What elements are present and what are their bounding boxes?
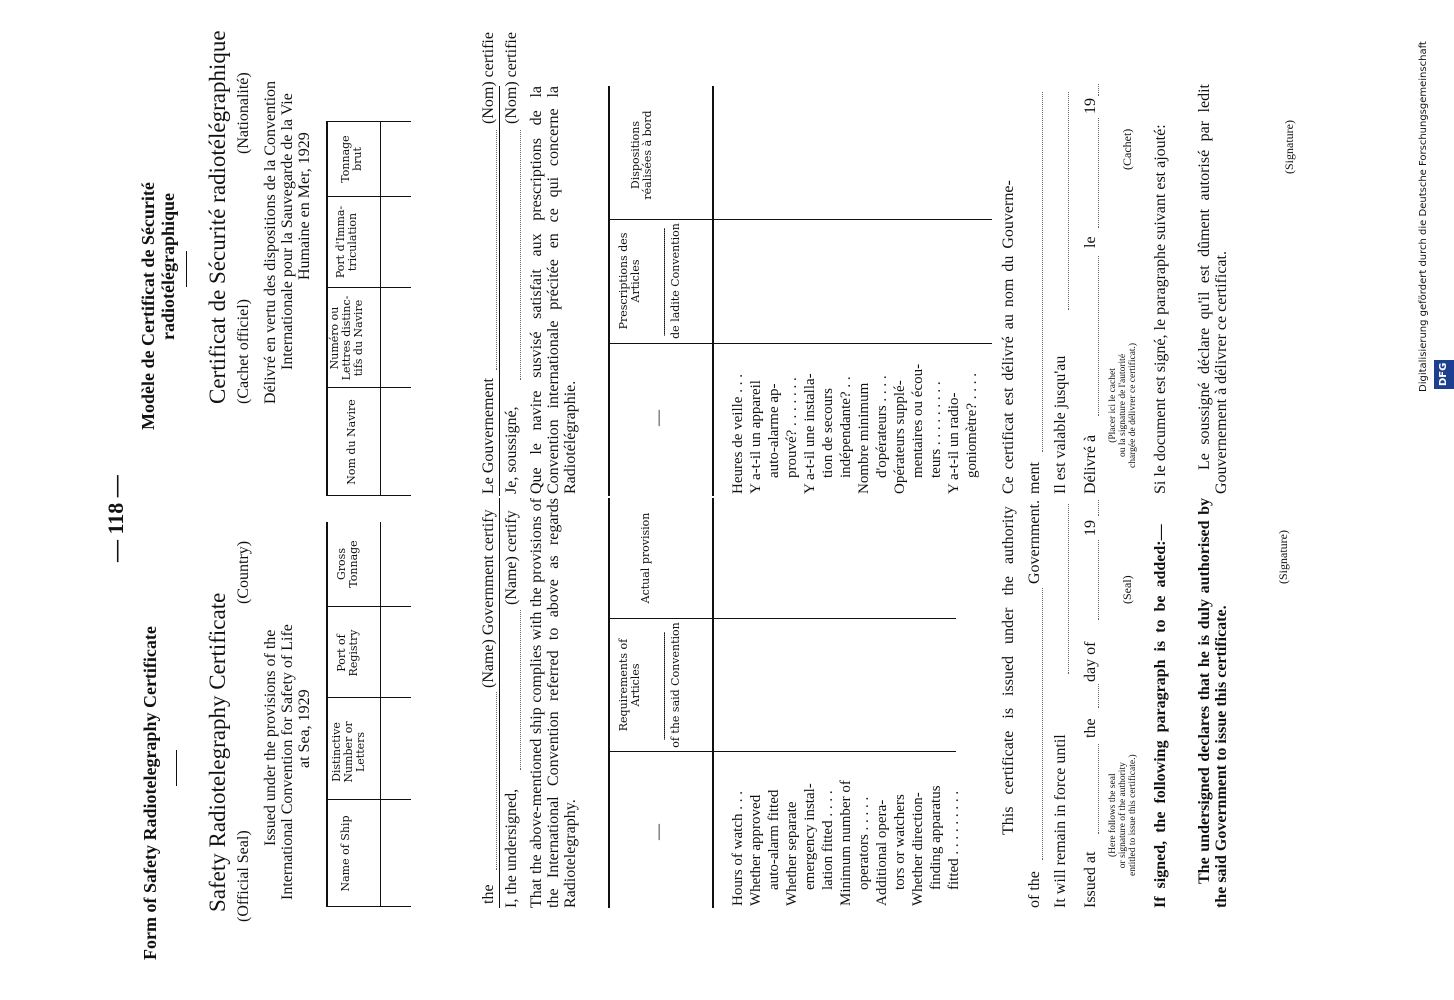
table-row: Heures de veille . . .	[730, 374, 746, 494]
table-header: Name of Ship	[339, 815, 352, 892]
ment-label: ment	[1026, 462, 1043, 494]
issued-under-line: at Sea, 1929	[296, 689, 313, 768]
table-row: teurs . . . . . . . . .	[928, 381, 944, 478]
of-the-label: of the	[1026, 871, 1043, 908]
dfg-logo: DFG	[1434, 360, 1454, 389]
if-signed-paragraph: If signed, the following paragraph is to be added:—	[1152, 524, 1169, 908]
year-label: 19	[1082, 520, 1099, 536]
issued-under-line: Issued under the provisions of the	[262, 629, 279, 846]
the-label: the	[1082, 718, 1099, 738]
french-heading: Modèle de Certificat de Sécurité	[138, 182, 158, 430]
table-row: Whether approved	[748, 794, 764, 906]
header-dash: —	[650, 410, 667, 426]
heading-rule	[176, 750, 177, 786]
nom-blank	[520, 130, 521, 380]
rule	[499, 86, 500, 496]
le-label: le	[1082, 236, 1099, 248]
table-row: tors or watchers	[892, 794, 908, 890]
table-header: Gross Tonnage	[335, 540, 360, 588]
table-header: Numéro ou Lettres distinc-tifs du Navire	[328, 295, 365, 381]
heading-rule	[186, 251, 187, 287]
table-row: emergency instal-	[802, 783, 818, 890]
place-blank	[1098, 744, 1099, 834]
table-row: Y a-t-il un radio-	[946, 392, 962, 494]
nom-certifie: (Nom) certifie	[503, 32, 520, 124]
signature-label: (Signature)	[1282, 120, 1296, 174]
table-row: Whether separate	[784, 801, 800, 906]
gouvernement-blank	[1042, 92, 1043, 452]
table-row: prouvé? . . . . . . .	[784, 377, 800, 478]
table-row: fitted . . . . . . . . .	[946, 790, 962, 890]
the-label: the	[480, 884, 497, 904]
delivre-line: Délivré en vertu des dispositions de la Convention	[262, 80, 279, 404]
year-label: 19	[1082, 98, 1099, 114]
delivre-line: Internationale pour la Sauvegarde de la Vie	[279, 93, 296, 370]
table-header: Distinctive Number or Letters	[330, 721, 367, 783]
cachet-note: (Placer ici le cachet ou la signature de l'autorité chargée de délivrer ce certificat.)	[1108, 342, 1138, 468]
government-blank	[1042, 588, 1043, 860]
english-title: Safety Radiotelegraphy Certificate	[205, 592, 230, 912]
name-certify: (Name) certify	[503, 510, 520, 605]
ce-certificat: Ce certificat est délivré au nom du Gouverne-	[1000, 180, 1017, 494]
table-row: mentaires ou écou-	[910, 363, 926, 478]
cachet-officiel: (Cachet officiel)	[235, 299, 252, 404]
issued-at-label: Issued at	[1082, 851, 1099, 908]
seal-note: (Here follows the seal or signature of the authority entitled to issue this certificate.)	[1108, 754, 1138, 876]
declaration-paragraph: Le soussigné déclare qu'il est dûment autorisé par ledit Gouvernement à délivrer ce certificat.	[1196, 84, 1230, 494]
english-heading: Form of Safety Radiotelegraphy Certificate	[140, 626, 160, 960]
table-row: indépendante? . .	[838, 376, 854, 478]
soussigne-label: Je, soussigné,	[503, 406, 520, 494]
digitization-credit	[1414, 0, 1449, 1000]
french-heading: radiotélégraphique	[158, 193, 178, 340]
date-blank	[1068, 92, 1069, 310]
country: (Country)	[235, 540, 252, 604]
issued-authority: This certificate is issued under the authority	[1000, 506, 1017, 835]
table-header: Dispositions réalisées à bord	[629, 110, 654, 200]
french-title: Certificat de Sécurité radiotélégraphique	[205, 30, 230, 404]
table-row: Y a-t-il une installa-	[802, 373, 818, 494]
table-header: Port d'Imma-triculation	[334, 205, 359, 279]
issued-under-line: International Convention for Safety of Life	[279, 624, 296, 900]
table-header: Requirements of Articles	[617, 638, 642, 732]
table-row: tion de secours	[820, 388, 836, 478]
declaration-paragraph: The undersigned declares that he is duly authorised by the said Government to issue this certificate.	[1196, 498, 1230, 908]
valable-label: Il est valable jusqu'au	[1052, 355, 1069, 494]
table-header: Tonnage brut	[339, 135, 364, 183]
table-row: Additional opera-	[874, 799, 890, 906]
table-header: Port of Registry	[335, 629, 360, 677]
seal-label: (Seal)	[1120, 575, 1134, 604]
table-row: auto-alarme ap-	[766, 383, 782, 478]
nom-certifie: (Nom) certifie	[480, 32, 497, 124]
day-blank	[1098, 684, 1099, 708]
table-row: Y a-t-il un appareil	[748, 380, 764, 494]
table-row: lation fitted . . . .	[820, 790, 836, 890]
table-row: d'opérateurs . . . .	[874, 375, 890, 478]
credit-text: Digitalisierung gefördert durch die Deutsche Forschungsgemeinschaft	[1418, 41, 1429, 392]
day-of-label: day of	[1082, 641, 1099, 682]
government-blank	[496, 692, 497, 870]
month-blank	[1098, 540, 1099, 620]
place-blank	[1098, 256, 1099, 416]
conformite-paragraph: Que le navire susvisé satisfait aux prescriptions de la Convention internationale précitée en ce qui concerne la Radiotélégraphie.	[528, 86, 579, 494]
table-header: de ladite Convention	[669, 223, 682, 339]
table-row: auto-alarm fitted	[766, 789, 782, 890]
table-header: Nom du Navire	[345, 399, 358, 485]
delivre-line: Humaine en Mer, 1929	[296, 132, 313, 280]
table-header: of the said Convention	[669, 622, 682, 748]
year-blank	[1098, 500, 1099, 516]
date-blank	[1068, 504, 1069, 674]
government-label: Government.	[1026, 500, 1043, 584]
table-header: Prescriptions des Articles	[617, 232, 642, 330]
cachet-label: (Cachet)	[1120, 128, 1134, 170]
delivre-a-label: Délivré à	[1082, 434, 1099, 494]
signature-label: (Signature)	[1276, 530, 1290, 584]
si-signe-paragraph: Si le document est signé, le paragraphe suivant est ajouté:	[1152, 124, 1169, 494]
year-blank	[1098, 84, 1099, 96]
government-certify: (Name) Government certify	[480, 509, 497, 688]
nationalite: (Nationalité)	[235, 72, 252, 154]
rule	[499, 498, 500, 908]
compliance-paragraph: That the above-mentioned ship complies with the provisions of the International Convention referred to above as regards Radiotelegraphy.	[528, 498, 579, 908]
table-row: Nombre minimum	[856, 382, 872, 494]
header-dash: —	[650, 824, 667, 840]
table-row: Opérateurs supplé-	[892, 380, 908, 494]
gouvernement-label: Le Gouvernement	[480, 378, 497, 494]
table-row: goniomètre? . . . .	[964, 373, 980, 478]
table-row: finding apparatus	[928, 785, 944, 890]
undersigned-label: I, the undersigned,	[503, 788, 520, 908]
page-number: — 118 —	[103, 475, 128, 562]
table-header: Actual provision	[639, 512, 652, 604]
date-blank	[1098, 118, 1099, 228]
in-force-label: It will remain in force until	[1052, 734, 1069, 908]
gouvernement-blank	[496, 130, 497, 370]
table-row: Minimum number of	[838, 780, 854, 906]
table-row: Hours of watch . . .	[730, 791, 746, 906]
name-blank	[520, 610, 521, 770]
official-seal: (Official Seal)	[235, 830, 252, 922]
table-row: Whether direction-	[910, 792, 926, 906]
table-row: operators . . . . .	[856, 796, 872, 890]
